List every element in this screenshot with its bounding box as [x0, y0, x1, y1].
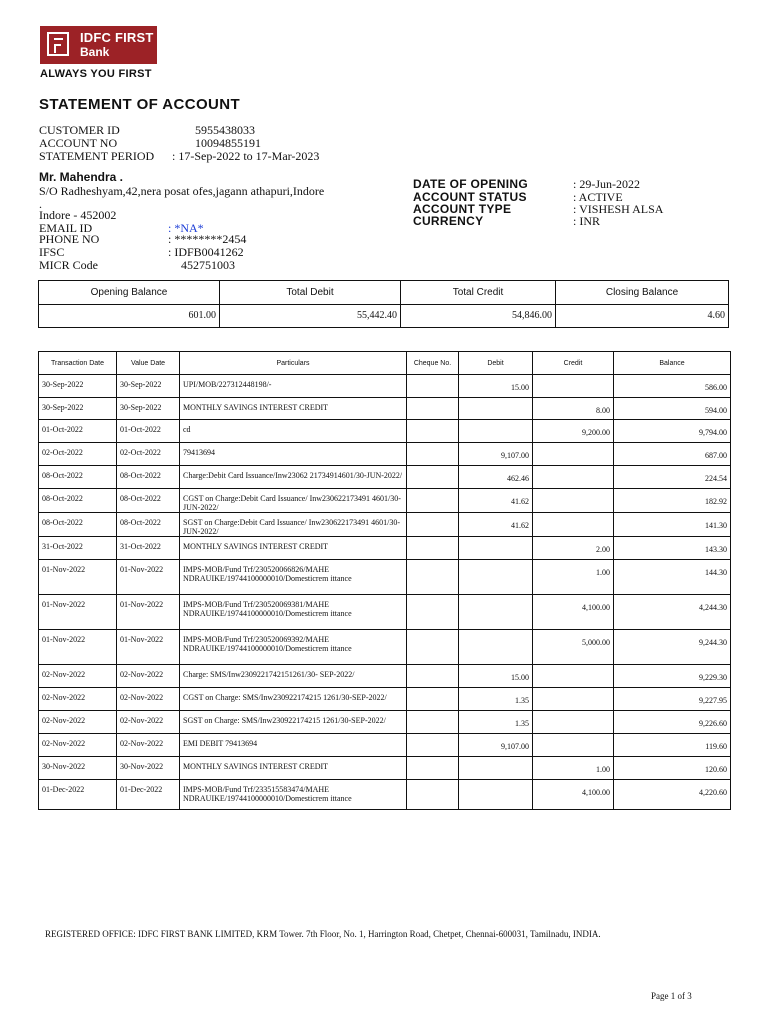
- micr-value: 452751003: [181, 258, 235, 272]
- cell-debit: [459, 630, 533, 665]
- address-line-1: S/O Radheshyam,42,nera posat ofes,jagann athapuri,Indore: [39, 184, 325, 198]
- cell-credit: 5,000.00: [533, 630, 614, 665]
- summary-total-debit: [220, 281, 401, 327]
- bank-logo: [40, 26, 157, 64]
- cell-value-date: 01-Oct-2022: [117, 420, 180, 443]
- cell-value-date: 02-Nov-2022: [117, 665, 180, 688]
- cell-balance: 143.30: [614, 537, 731, 560]
- cell-debit: [459, 560, 533, 595]
- cell-debit: [459, 398, 533, 420]
- summary-value: 54,846.00: [512, 310, 552, 321]
- cell-debit: 9,107.00: [459, 443, 533, 466]
- cell-cheque-no: [407, 489, 459, 513]
- cell-transaction-date: 02-Nov-2022: [39, 665, 117, 688]
- cell-cheque-no: [407, 537, 459, 560]
- cell-balance: 9,244.30: [614, 630, 731, 665]
- summary-header: Total Credit: [401, 281, 555, 305]
- summary-value: 55,442.40: [357, 310, 397, 321]
- cell-transaction-date: 08-Oct-2022: [39, 489, 117, 513]
- cell-transaction-date: 30-Sep-2022: [39, 375, 117, 398]
- cell-value-date: 30-Nov-2022: [117, 757, 180, 780]
- cell-value-date: 01-Nov-2022: [117, 595, 180, 630]
- cell-transaction-date: 01-Dec-2022: [39, 780, 117, 810]
- summary-header: Opening Balance: [39, 281, 219, 305]
- table-row: [39, 537, 731, 560]
- cell-credit: [533, 734, 614, 757]
- cell-debit: [459, 537, 533, 560]
- cell-credit: 8.00: [533, 398, 614, 420]
- table-row: [39, 466, 731, 489]
- statement-period-label: STATEMENT PERIOD: [39, 149, 155, 163]
- col-header-credit: Credit: [533, 352, 614, 375]
- cell-cheque-no: [407, 398, 459, 420]
- phone-label: PHONE NO: [39, 232, 100, 246]
- cell-debit: 1.35: [459, 711, 533, 734]
- cell-debit: 41.62: [459, 489, 533, 513]
- cell-debit: 15.00: [459, 375, 533, 398]
- cell-particulars: 79413694: [180, 443, 407, 466]
- cell-transaction-date: 01-Nov-2022: [39, 595, 117, 630]
- ifsc-label: IFSC: [39, 245, 65, 259]
- cell-credit: [533, 665, 614, 688]
- cell-value-date: 08-Oct-2022: [117, 513, 180, 537]
- bank-tagline: ALWAYS YOU FIRST: [40, 68, 152, 80]
- cell-value-date: 02-Oct-2022: [117, 443, 180, 466]
- transactions-body: [39, 375, 731, 810]
- cell-cheque-no: [407, 780, 459, 810]
- cell-credit: 4,100.00: [533, 780, 614, 810]
- table-row: [39, 443, 731, 466]
- cell-value-date: 01-Dec-2022: [117, 780, 180, 810]
- address-line-3: Indore - 452002: [39, 208, 117, 222]
- cell-value-date: 08-Oct-2022: [117, 489, 180, 513]
- cell-particulars: SGST on Charge:Debit Card Issuance/ Inw230622173491 4601/30-JUN-2022/: [180, 513, 407, 537]
- cell-cheque-no: [407, 420, 459, 443]
- table-row: [39, 489, 731, 513]
- table-header-row: [39, 352, 731, 375]
- phone-value: : ********2454: [168, 232, 247, 246]
- col-header-debit: Debit: [459, 352, 533, 375]
- table-row: [39, 734, 731, 757]
- cell-credit: 9,200.00: [533, 420, 614, 443]
- summary-closing-balance: [556, 281, 728, 327]
- cell-balance: 9,226.60: [614, 711, 731, 734]
- col-header-value-date: Value Date: [117, 352, 180, 375]
- account-no-value: 10094855191: [195, 136, 261, 150]
- cell-debit: 15.00: [459, 665, 533, 688]
- cell-balance: 144.30: [614, 560, 731, 595]
- cell-transaction-date: 08-Oct-2022: [39, 513, 117, 537]
- email-value: : *NA*: [168, 221, 204, 235]
- cell-value-date: 30-Sep-2022: [117, 398, 180, 420]
- cell-transaction-date: 01-Nov-2022: [39, 560, 117, 595]
- table-row: [39, 757, 731, 780]
- cell-cheque-no: [407, 466, 459, 489]
- table-row: [39, 398, 731, 420]
- col-header-transaction-date: Transaction Date: [39, 352, 117, 375]
- cell-debit: 9,107.00: [459, 734, 533, 757]
- cell-cheque-no: [407, 513, 459, 537]
- cell-credit: [533, 688, 614, 711]
- col-header-particulars: Particulars: [180, 352, 407, 375]
- cell-particulars: cd: [180, 420, 407, 443]
- table-row: [39, 630, 731, 665]
- registered-office-footer: REGISTERED OFFICE: IDFC FIRST BANK LIMITED, KRM Tower. 7th Floor, No. 1, Harrington Road, Chetpet, Chennai-600031, Tamilnadu, INDIA.: [45, 929, 601, 939]
- summary-header: Total Debit: [220, 281, 400, 305]
- cell-balance: 9,229.30: [614, 665, 731, 688]
- bank-name-line2: Bank: [80, 45, 110, 59]
- cell-particulars: MONTHLY SAVINGS INTEREST CREDIT: [180, 537, 407, 560]
- cell-particulars: MONTHLY SAVINGS INTEREST CREDIT: [180, 398, 407, 420]
- cell-value-date: 02-Nov-2022: [117, 711, 180, 734]
- cell-transaction-date: 30-Sep-2022: [39, 398, 117, 420]
- cell-value-date: 30-Sep-2022: [117, 375, 180, 398]
- cell-credit: 1.00: [533, 757, 614, 780]
- table-row: [39, 665, 731, 688]
- cell-transaction-date: 02-Nov-2022: [39, 734, 117, 757]
- bank-name-line1: IDFC FIRST: [80, 30, 154, 45]
- cell-value-date: 31-Oct-2022: [117, 537, 180, 560]
- table-row: [39, 688, 731, 711]
- cell-balance: 687.00: [614, 443, 731, 466]
- cell-credit: [533, 375, 614, 398]
- email-label: EMAIL ID: [39, 221, 93, 235]
- date-of-opening-label: DATE OF OPENING: [413, 177, 528, 191]
- cell-value-date: 02-Nov-2022: [117, 734, 180, 757]
- cell-value-date: 08-Oct-2022: [117, 466, 180, 489]
- bank-logo-icon: [47, 32, 69, 56]
- account-status-value: : ACTIVE: [573, 190, 623, 204]
- table-row: [39, 780, 731, 810]
- cell-debit: 1.35: [459, 688, 533, 711]
- currency-value: : INR: [573, 214, 600, 228]
- table-row: [39, 375, 731, 398]
- cell-balance: 594.00: [614, 398, 731, 420]
- cell-transaction-date: 30-Nov-2022: [39, 757, 117, 780]
- micr-label: MICR Code: [39, 258, 99, 272]
- cell-balance: 4,244.30: [614, 595, 731, 630]
- page-number: Page 1 of 3: [651, 991, 692, 1001]
- summary-opening-balance: [39, 281, 220, 327]
- col-header-cheque-no: Cheque No.: [407, 352, 459, 375]
- cell-balance: 9,794.00: [614, 420, 731, 443]
- cell-particulars: Charge:Debit Card Issuance/Inw23062 21734914601/30-JUN-2022/: [180, 466, 407, 489]
- cell-debit: [459, 757, 533, 780]
- currency-label: CURRENCY: [413, 214, 484, 228]
- cell-debit: 41.62: [459, 513, 533, 537]
- cell-cheque-no: [407, 711, 459, 734]
- page-title: STATEMENT OF ACCOUNT: [39, 96, 241, 113]
- summary-value: 601.00: [188, 310, 216, 321]
- account-status-label: ACCOUNT STATUS: [413, 190, 527, 204]
- cell-cheque-no: [407, 688, 459, 711]
- cell-value-date: 02-Nov-2022: [117, 688, 180, 711]
- cell-debit: [459, 420, 533, 443]
- cell-credit: [533, 443, 614, 466]
- summary-table: [38, 280, 729, 328]
- cell-cheque-no: [407, 665, 459, 688]
- cell-credit: 1.00: [533, 560, 614, 595]
- ifsc-value: : IDFB0041262: [168, 245, 244, 259]
- cell-balance: 182.92: [614, 489, 731, 513]
- cell-particulars: UPI/MOB/227312448198/-: [180, 375, 407, 398]
- cell-particulars: CGST on Charge:Debit Card Issuance/ Inw230622173491 4601/30-JUN-2022/: [180, 489, 407, 513]
- col-header-balance: Balance: [614, 352, 731, 375]
- cell-value-date: 01-Nov-2022: [117, 630, 180, 665]
- table-row: [39, 595, 731, 630]
- cell-transaction-date: 01-Nov-2022: [39, 630, 117, 665]
- cell-particulars: Charge: SMS/Inw2309221742151261/30- SEP-2022/: [180, 665, 407, 688]
- cell-transaction-date: 08-Oct-2022: [39, 466, 117, 489]
- cell-credit: [533, 466, 614, 489]
- customer-id-label: CUSTOMER ID: [39, 123, 120, 137]
- cell-transaction-date: 31-Oct-2022: [39, 537, 117, 560]
- cell-particulars: IMPS-MOB/Fund Trf/230520069381/MAHE NDRAUIKE/19744100000010/Domesticrem ittance: [180, 595, 407, 630]
- cell-credit: [533, 489, 614, 513]
- customer-id-value: 5955438033: [195, 123, 255, 137]
- cell-balance: 4,220.60: [614, 780, 731, 810]
- cell-balance: 119.60: [614, 734, 731, 757]
- table-row: [39, 513, 731, 537]
- cell-cheque-no: [407, 560, 459, 595]
- cell-transaction-date: 02-Nov-2022: [39, 688, 117, 711]
- account-type-value: : VISHESH ALSA: [573, 202, 664, 216]
- cell-particulars: IMPS-MOB/Fund Trf/230520069392/MAHE NDRAUIKE/19744100000010/Domesticrem ittance: [180, 630, 407, 665]
- cell-particulars: IMPS-MOB/Fund Trf/233515583474/MAHE NDRAUIKE/19744100000010/Domesticrem ittance: [180, 780, 407, 810]
- transactions-table: [38, 351, 731, 810]
- table-row: [39, 711, 731, 734]
- customer-name: Mr. Mahendra .: [39, 170, 124, 184]
- cell-credit: [533, 513, 614, 537]
- table-row: [39, 560, 731, 595]
- cell-cheque-no: [407, 375, 459, 398]
- summary-header: Closing Balance: [556, 281, 728, 305]
- cell-transaction-date: 02-Nov-2022: [39, 711, 117, 734]
- summary-total-credit: [401, 281, 556, 327]
- cell-particulars: CGST on Charge: SMS/Inw230922174215 1261/30-SEP-2022/: [180, 688, 407, 711]
- date-of-opening-value: : 29-Jun-2022: [573, 177, 640, 191]
- cell-cheque-no: [407, 734, 459, 757]
- statement-period-value: : 17-Sep-2022 to 17-Mar-2023: [172, 149, 320, 163]
- cell-debit: [459, 595, 533, 630]
- cell-transaction-date: 01-Oct-2022: [39, 420, 117, 443]
- account-type-label: ACCOUNT TYPE: [413, 202, 512, 216]
- cell-credit: 2.00: [533, 537, 614, 560]
- cell-cheque-no: [407, 595, 459, 630]
- account-no-label: ACCOUNT NO: [39, 136, 118, 150]
- cell-value-date: 01-Nov-2022: [117, 560, 180, 595]
- cell-debit: [459, 780, 533, 810]
- cell-credit: 4,100.00: [533, 595, 614, 630]
- cell-particulars: EMI DEBIT 79413694: [180, 734, 407, 757]
- cell-particulars: IMPS-MOB/Fund Trf/230520066826/MAHE NDRAUIKE/19744100000010/Domesticrem ittance: [180, 560, 407, 595]
- cell-balance: 586.00: [614, 375, 731, 398]
- cell-balance: 9,227.95: [614, 688, 731, 711]
- summary-value: 4.60: [707, 310, 725, 321]
- cell-balance: 224.54: [614, 466, 731, 489]
- cell-cheque-no: [407, 443, 459, 466]
- cell-balance: 120.60: [614, 757, 731, 780]
- cell-transaction-date: 02-Oct-2022: [39, 443, 117, 466]
- table-row: [39, 420, 731, 443]
- cell-cheque-no: [407, 757, 459, 780]
- cell-credit: [533, 711, 614, 734]
- cell-cheque-no: [407, 630, 459, 665]
- email-text: *NA*: [174, 221, 204, 235]
- cell-balance: 141.30: [614, 513, 731, 537]
- cell-debit: 462.46: [459, 466, 533, 489]
- cell-particulars: SGST on Charge: SMS/Inw230922174215 1261/30-SEP-2022/: [180, 711, 407, 734]
- cell-particulars: MONTHLY SAVINGS INTEREST CREDIT: [180, 757, 407, 780]
- address-line-2: .: [39, 197, 42, 211]
